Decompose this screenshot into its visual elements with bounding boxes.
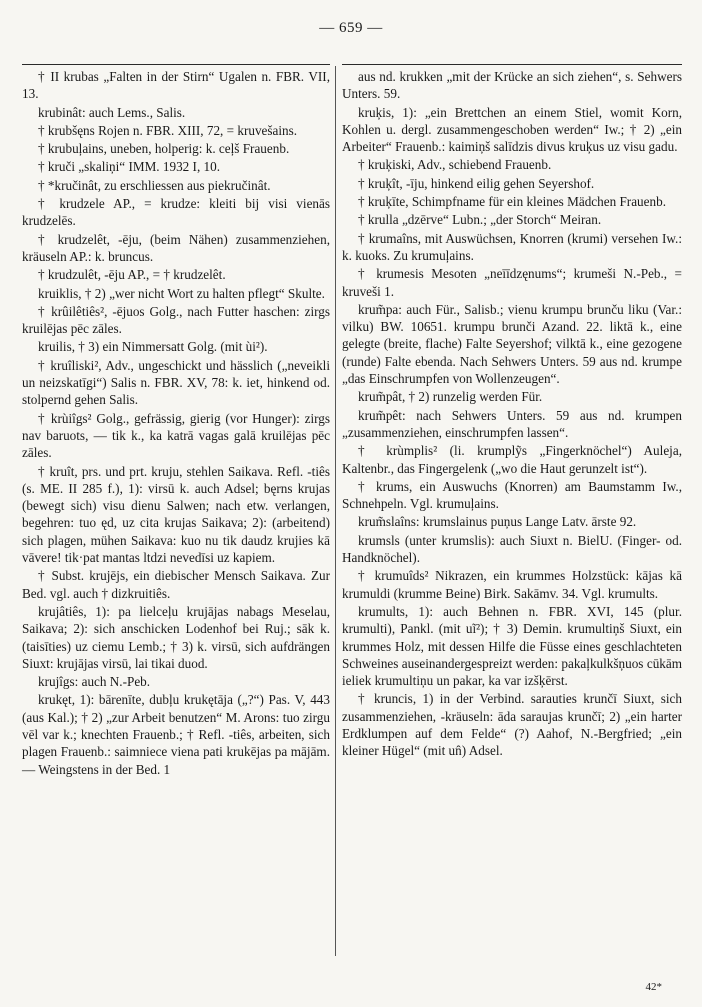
dictionary-entry: krum̃pêt: nach Sehwers Unters. 59 aus nd. krumpen „zusammenziehen, einschrumpfen lassen“. (342, 407, 682, 440)
dictionary-entry: † krudzele AP., = krudze: kleiti bij visi vienās krudzelēs. (22, 196, 330, 229)
dictionary-entry: krum̃pât, † 2) runzelig werden Für. (358, 389, 543, 405)
dictionary-entry: † krudzelêt, -ēju, (beim Nähen) zusammenziehen, kräuseln AP.: k. bruncus. (22, 231, 330, 264)
dictionary-entry: † krubuļains, uneben, holperig: k. ceļš Frauenb. (38, 141, 290, 157)
dictionary-entry: krubinât: auch Lems., Salis. (38, 104, 186, 120)
dictionary-entry: † kruķît, -īju, hinkend eilig gehen Seyershof. (358, 175, 595, 191)
dictionary-entry: † kruči „skaliņi“ IMM. 1932 I, 10. (38, 159, 221, 175)
dictionary-entry: † krumaîns, mit Auswüchsen, Knorren (krumi) versehen Iw.: k. kuoks. Zu krumuļains. (342, 230, 682, 263)
dictionary-entry: † kruķīte, Schimpfname für ein kleines Mädchen Frauenb. (358, 194, 666, 210)
dictionary-entry: kruilis, † 3) ein Nimmersatt Golg. (mit ùi²). (38, 339, 268, 355)
dictionary-entry: † kruît, prs. und prt. kruju, stehlen Saikava. Refl. -tiês (s. ME. II 285 f.), 1): virsū k. auch Adsel; bęrns krujas (bewegt sich) visu dienu Salwen; nach etw. verlangen, begehren: tuo ęd, uz cita krujas Saikava; 2): (arbeitend) sich plagen, mühen Saikava: kuo nu tik daudz krujies kā vāvere! tik·pat mantas ltdzi nevedīsi uz kapiem. (22, 463, 330, 566)
dictionary-entry: † kruîliski², Adv., ungeschickt und hässlich („neveikli un neizskatīgi“) Salis n. FBR. XV, 78: k. iet, hinkend od. stolpernd gehen Salis. (22, 357, 330, 408)
left-column (22, 68, 330, 779)
dictionary-entry: krukęt, 1): bārenīte, dubļu krukętāja („?“) Pas. V, 443 (aus Kal.); † 2) „zur Arbeit benutzen“ M. Arons: tuo zirgu vēl var k.; knechten Frauenb.; † Refl. -tiês, arbeiten, sich plagen Frauenb.: saimniece viena pati krukējas pa mājām. — Weingstens in der Bed. 1 (22, 692, 330, 777)
right-column (342, 68, 682, 761)
dictionary-entry: † Subst. krujējs, ein diebischer Mensch Saikava. Zur Bed. vgl. auch † dizkruitiês. (22, 568, 330, 601)
footer-mark: 42* (645, 981, 662, 993)
dictionary-entry: aus nd. krukken „mit der Krücke an sich ziehen“, s. Sehwers Unters. 59. (342, 69, 682, 102)
dictionary-entry: krujîgs: auch N.-Peb. (38, 674, 151, 690)
dictionary-entry: krumsls (unter krumslis): auch Siuxt n. BielU. (Finger- od. Handknöchel). (342, 532, 682, 566)
dictionary-entry: † krulla „dzērve“ Lubn.; „der Storch“ Meiran. (358, 212, 602, 228)
dictionary-entry: krumults, 1): auch Behnen n. FBR. XVI, 145 (plur. krumulti), Pankl. (mit uĩ²); † 3) Demin. krumultiņš Siuxt, ein krummes Holz, mit dessen Hilfe die Füsse eines geschlachteten Schweines auseinandergespreizt werden: pakaļkulkšņuos cūkām ieliek krumultiņu un pakar, ka var izšķērst. (342, 603, 682, 689)
dictionary-entry: † krùmplis² (li. krumplỹs „Fingerknöchel“) Auleja, Kaltenbr., das Fingergelenk („wo die Haut gerunzelt ist“). (342, 443, 682, 476)
dictionary-entry: † krumesis Mesoten „neīīdzęnums“; krumeši N.-Peb., = kruveši 1. (342, 266, 682, 299)
dictionary-entry: † kruķiski, Adv., schiebend Frauenb. (358, 157, 552, 173)
dictionary-entry: krum̃pa: auch Für., Salisb.; vienu krumpu brunču liku (Var.: vilku) BW. 10651. krumpu brunči Azand. 22. liktā k., eine gelegte (breite, flache) Falte Seyershof; vilktā k., eine gezogene (runde) Falte ebenda. Nach Sehwers Unters. 59 aus nd. krumpe „das Einschrumpfen von Wollenzeugen“. (342, 301, 682, 387)
dictionary-entry: † krums, ein Auswuchs (Knorren) am Baumstamm Iw., Schnehpeln. Vgl. krumuļains. (342, 478, 682, 512)
dictionary-entry: † krubšęns Rojen n. FBR. XIII, 72, = kruvešains. (38, 122, 298, 138)
dictionary-entry: † *kručinât, zu erschliessen aus piekručinât. (38, 177, 271, 193)
left-rule (22, 64, 330, 65)
dictionary-entry: † krudzulêt, -ēju AP., = † krudzelêt. (38, 267, 226, 283)
dictionary-entry: krujâtiês, 1): pa lielceļu krujājas nabags Meselau, Saikava; 2): sich anschicken Lodenhof bei Ruj.; sāk k. (taisīties) uz ciemu Lemb.; † 3) k. virsū, sich aufdrängen Siuxt: krujājas virsū, lai tikai duod. (22, 603, 330, 671)
dictionary-entry: † krumuîds² Nikrazen, ein krummes Holzstück: kājas kā krumuldi (krumme Beine) Birk. Sakāmv. 34. Vgl. krumults. (342, 568, 682, 601)
dictionary-entry: † krùiîgs² Golg., gefrässig, gierig (vor Hunger): zirgs nav baruots, — tik k., ka katrā vagas galā kruilējas pēc zāles. (22, 410, 330, 461)
dictionary-entry: † krûilêtiês², -ējuos Golg., nach Futter haschen: zirgs kruilējas pēc zāles. (22, 303, 330, 337)
page-number: — 659 — (319, 20, 383, 36)
dictionary-entry: kruķis, 1): „ein Brettchen an einem Stiel, womit Korn, Kohlen u. dergl. zusammengeschoben werden“ Iw.; † 2) „ein Arbeiter“ Frauenb.: kaimiņš salīdzis divus kruķus uz visu gadu. (342, 104, 682, 155)
dictionary-entry: † II krubas „Falten in der Stirn“ Ugalen n. FBR. VII, 13. (22, 69, 330, 102)
column-divider (335, 66, 336, 956)
dictionary-entry: kruiklis, † 2) „wer nicht Wort zu halten pflegt“ Skulte. (38, 285, 325, 301)
dictionary-entry: krum̃slaîns: krumslainus puņus Lange Latv. ārste 92. (358, 514, 637, 530)
right-rule (342, 64, 682, 65)
dictionary-entry: † kruncis, 1) in der Verbind. sarauties krunčī Siuxt, sich zusammenziehen, -kräuseln: āda saraujas krunčī; 2) „ein harter Erdklumpen auf dem Felde“ (?) Aahof, N.-Bergfried; „ein kleiner Hügel“ (mit un̂) Adsel. (342, 691, 682, 759)
